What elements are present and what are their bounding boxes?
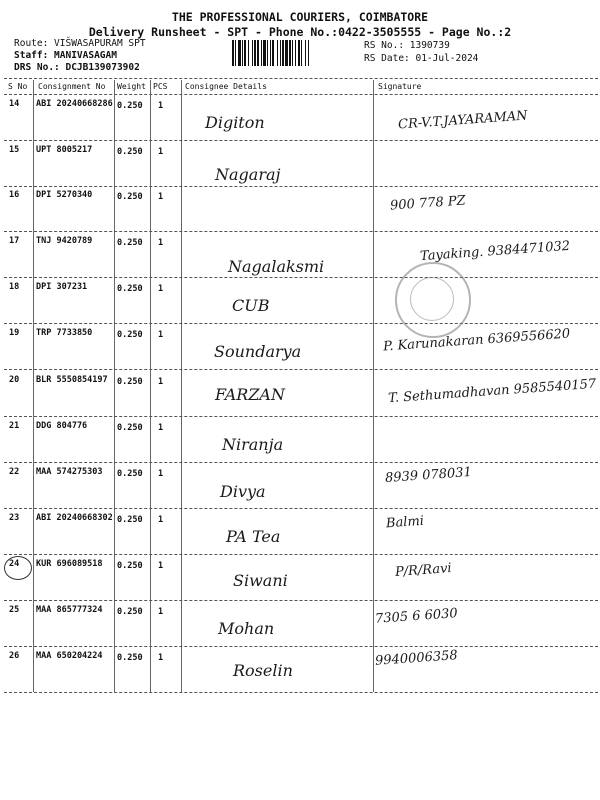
row-pcs: 1	[158, 423, 164, 433]
seal-stamp-inner	[410, 277, 454, 321]
row-weight: 0.250	[117, 330, 143, 340]
row-consignment: ABI 20240668286	[36, 99, 113, 109]
row-weight: 0.250	[117, 377, 143, 387]
row-consignee: Siwani	[233, 571, 288, 590]
header-divider	[4, 78, 598, 79]
row-signature: 8939 078031	[384, 464, 473, 487]
row-divider	[4, 369, 598, 370]
row-consignee: Digiton	[205, 113, 265, 132]
row-weight: 0.250	[117, 147, 143, 157]
row-divider	[4, 323, 598, 324]
row-consignee: Divya	[220, 482, 266, 501]
row-weight: 0.250	[117, 653, 143, 663]
row-sno: 24	[9, 559, 20, 569]
row-consignment: DPI 307231	[36, 282, 88, 292]
row-pcs: 1	[158, 515, 164, 525]
row-divider	[4, 416, 598, 417]
row-sno: 26	[9, 651, 20, 661]
row-consignment: MAA 650204224	[36, 651, 103, 661]
row-divider	[4, 231, 598, 232]
row-sno: 21	[9, 421, 20, 431]
col-header-weight: Weight	[117, 82, 146, 91]
row-consignee: CUB	[232, 296, 270, 315]
row-weight: 0.250	[117, 238, 143, 248]
row-consignment: TRP 7733850	[36, 328, 93, 338]
row-signature: Balmi	[385, 513, 425, 532]
row-divider	[4, 600, 598, 601]
row-weight: 0.250	[117, 192, 143, 202]
row-weight: 0.250	[117, 423, 143, 433]
row-weight: 0.250	[117, 469, 143, 479]
staff-label: Staff: MANIVASAGAM	[14, 50, 117, 61]
row-weight: 0.250	[117, 284, 143, 294]
runsheet-subtitle: Delivery Runsheet - SPT - Phone No.:0422-3505555 - Page No.:2	[88, 25, 512, 39]
row-divider	[4, 140, 598, 141]
row-sno: 22	[9, 467, 20, 477]
row-consignment: KUR 696089518	[36, 559, 103, 569]
rs-date: RS Date: 01-Jul-2024	[364, 53, 479, 64]
row-consignment: DDG 804776	[36, 421, 88, 431]
row-pcs: 1	[158, 377, 164, 387]
row-signature: 900 778 PZ	[389, 193, 467, 214]
row-sno: 23	[9, 513, 20, 523]
rs-number: RS No.: 1390739	[364, 40, 450, 51]
row-sno: 20	[9, 375, 20, 385]
row-consignment: MAA 865777324	[36, 605, 103, 615]
row-weight: 0.250	[117, 561, 143, 571]
row-pcs: 1	[158, 653, 164, 663]
row-circle-mark	[4, 556, 32, 580]
row-consignee: Mohan	[218, 619, 275, 638]
row-signature: Tayaking. 9384471032	[419, 238, 571, 265]
row-divider	[4, 646, 598, 647]
row-consignee: Roselin	[233, 661, 293, 680]
company-title: THE PROFESSIONAL COURIERS, COIMBATORE	[171, 10, 429, 24]
row-divider	[4, 462, 598, 463]
row-signature: 9940006358	[374, 648, 459, 669]
row-consignment: TNJ 9420789	[36, 236, 93, 246]
barcode	[232, 40, 358, 66]
row-consignment: DPI 5270340	[36, 190, 93, 200]
row-sno: 17	[9, 236, 20, 246]
row-weight: 0.250	[117, 101, 143, 111]
row-weight: 0.250	[117, 607, 143, 617]
row-divider	[4, 277, 598, 278]
row-pcs: 1	[158, 561, 164, 571]
row-divider	[4, 186, 598, 187]
row-sno: 19	[9, 328, 20, 338]
row-pcs: 1	[158, 101, 164, 111]
col-header-consignee: Consignee Details	[185, 82, 267, 91]
row-consignee: PA Tea	[226, 527, 281, 546]
col-header-consignment: Consignment No	[38, 82, 106, 91]
row-consignee: Soundarya	[214, 342, 302, 361]
row-signature: 7305 6 6030	[374, 606, 459, 627]
col-header-sno: S No	[8, 82, 28, 91]
row-consignee: Niranja	[222, 435, 284, 454]
row-pcs: 1	[158, 192, 164, 202]
row-pcs: 1	[158, 330, 164, 340]
row-sno: 18	[9, 282, 20, 292]
row-consignment: MAA 574275303	[36, 467, 103, 477]
row-sno: 14	[9, 99, 20, 109]
row-signature: P. Karunakaran 6369556620	[382, 326, 571, 355]
row-pcs: 1	[158, 607, 164, 617]
row-sno: 15	[9, 145, 20, 155]
row-consignment: BLR 5550854197	[36, 375, 108, 385]
col-header-signature: Signature	[378, 82, 422, 91]
row-pcs: 1	[158, 238, 164, 248]
row-consignment: UPT 8005217	[36, 145, 93, 155]
row-pcs: 1	[158, 284, 164, 294]
row-sno: 25	[9, 605, 20, 615]
row-sno: 16	[9, 190, 20, 200]
row-signature: CR-V.T.JAYARAMAN	[397, 108, 528, 133]
row-pcs: 1	[158, 147, 164, 157]
row-consignment: ABI 20240668302	[36, 513, 113, 523]
route-label: Route: VIŠWASAPURAM SPT	[14, 38, 146, 49]
drs-number: DRS No.: DCJB139073902	[14, 62, 140, 73]
row-weight: 0.250	[117, 515, 143, 525]
row-signature: T. Sethumadhavan 9585540157	[387, 376, 597, 407]
row-consignee: Nagalaksmi	[228, 257, 325, 276]
row-divider	[4, 554, 598, 555]
col-header-pcs: PCS	[153, 82, 168, 91]
row-consignee: Nagaraj	[215, 165, 281, 184]
row-consignee: FARZAN	[215, 385, 285, 404]
row-signature: P/R/Ravi	[394, 561, 453, 580]
row-divider	[4, 508, 598, 509]
header-divider-bottom	[4, 94, 598, 95]
row-divider	[4, 692, 598, 693]
row-pcs: 1	[158, 469, 164, 479]
